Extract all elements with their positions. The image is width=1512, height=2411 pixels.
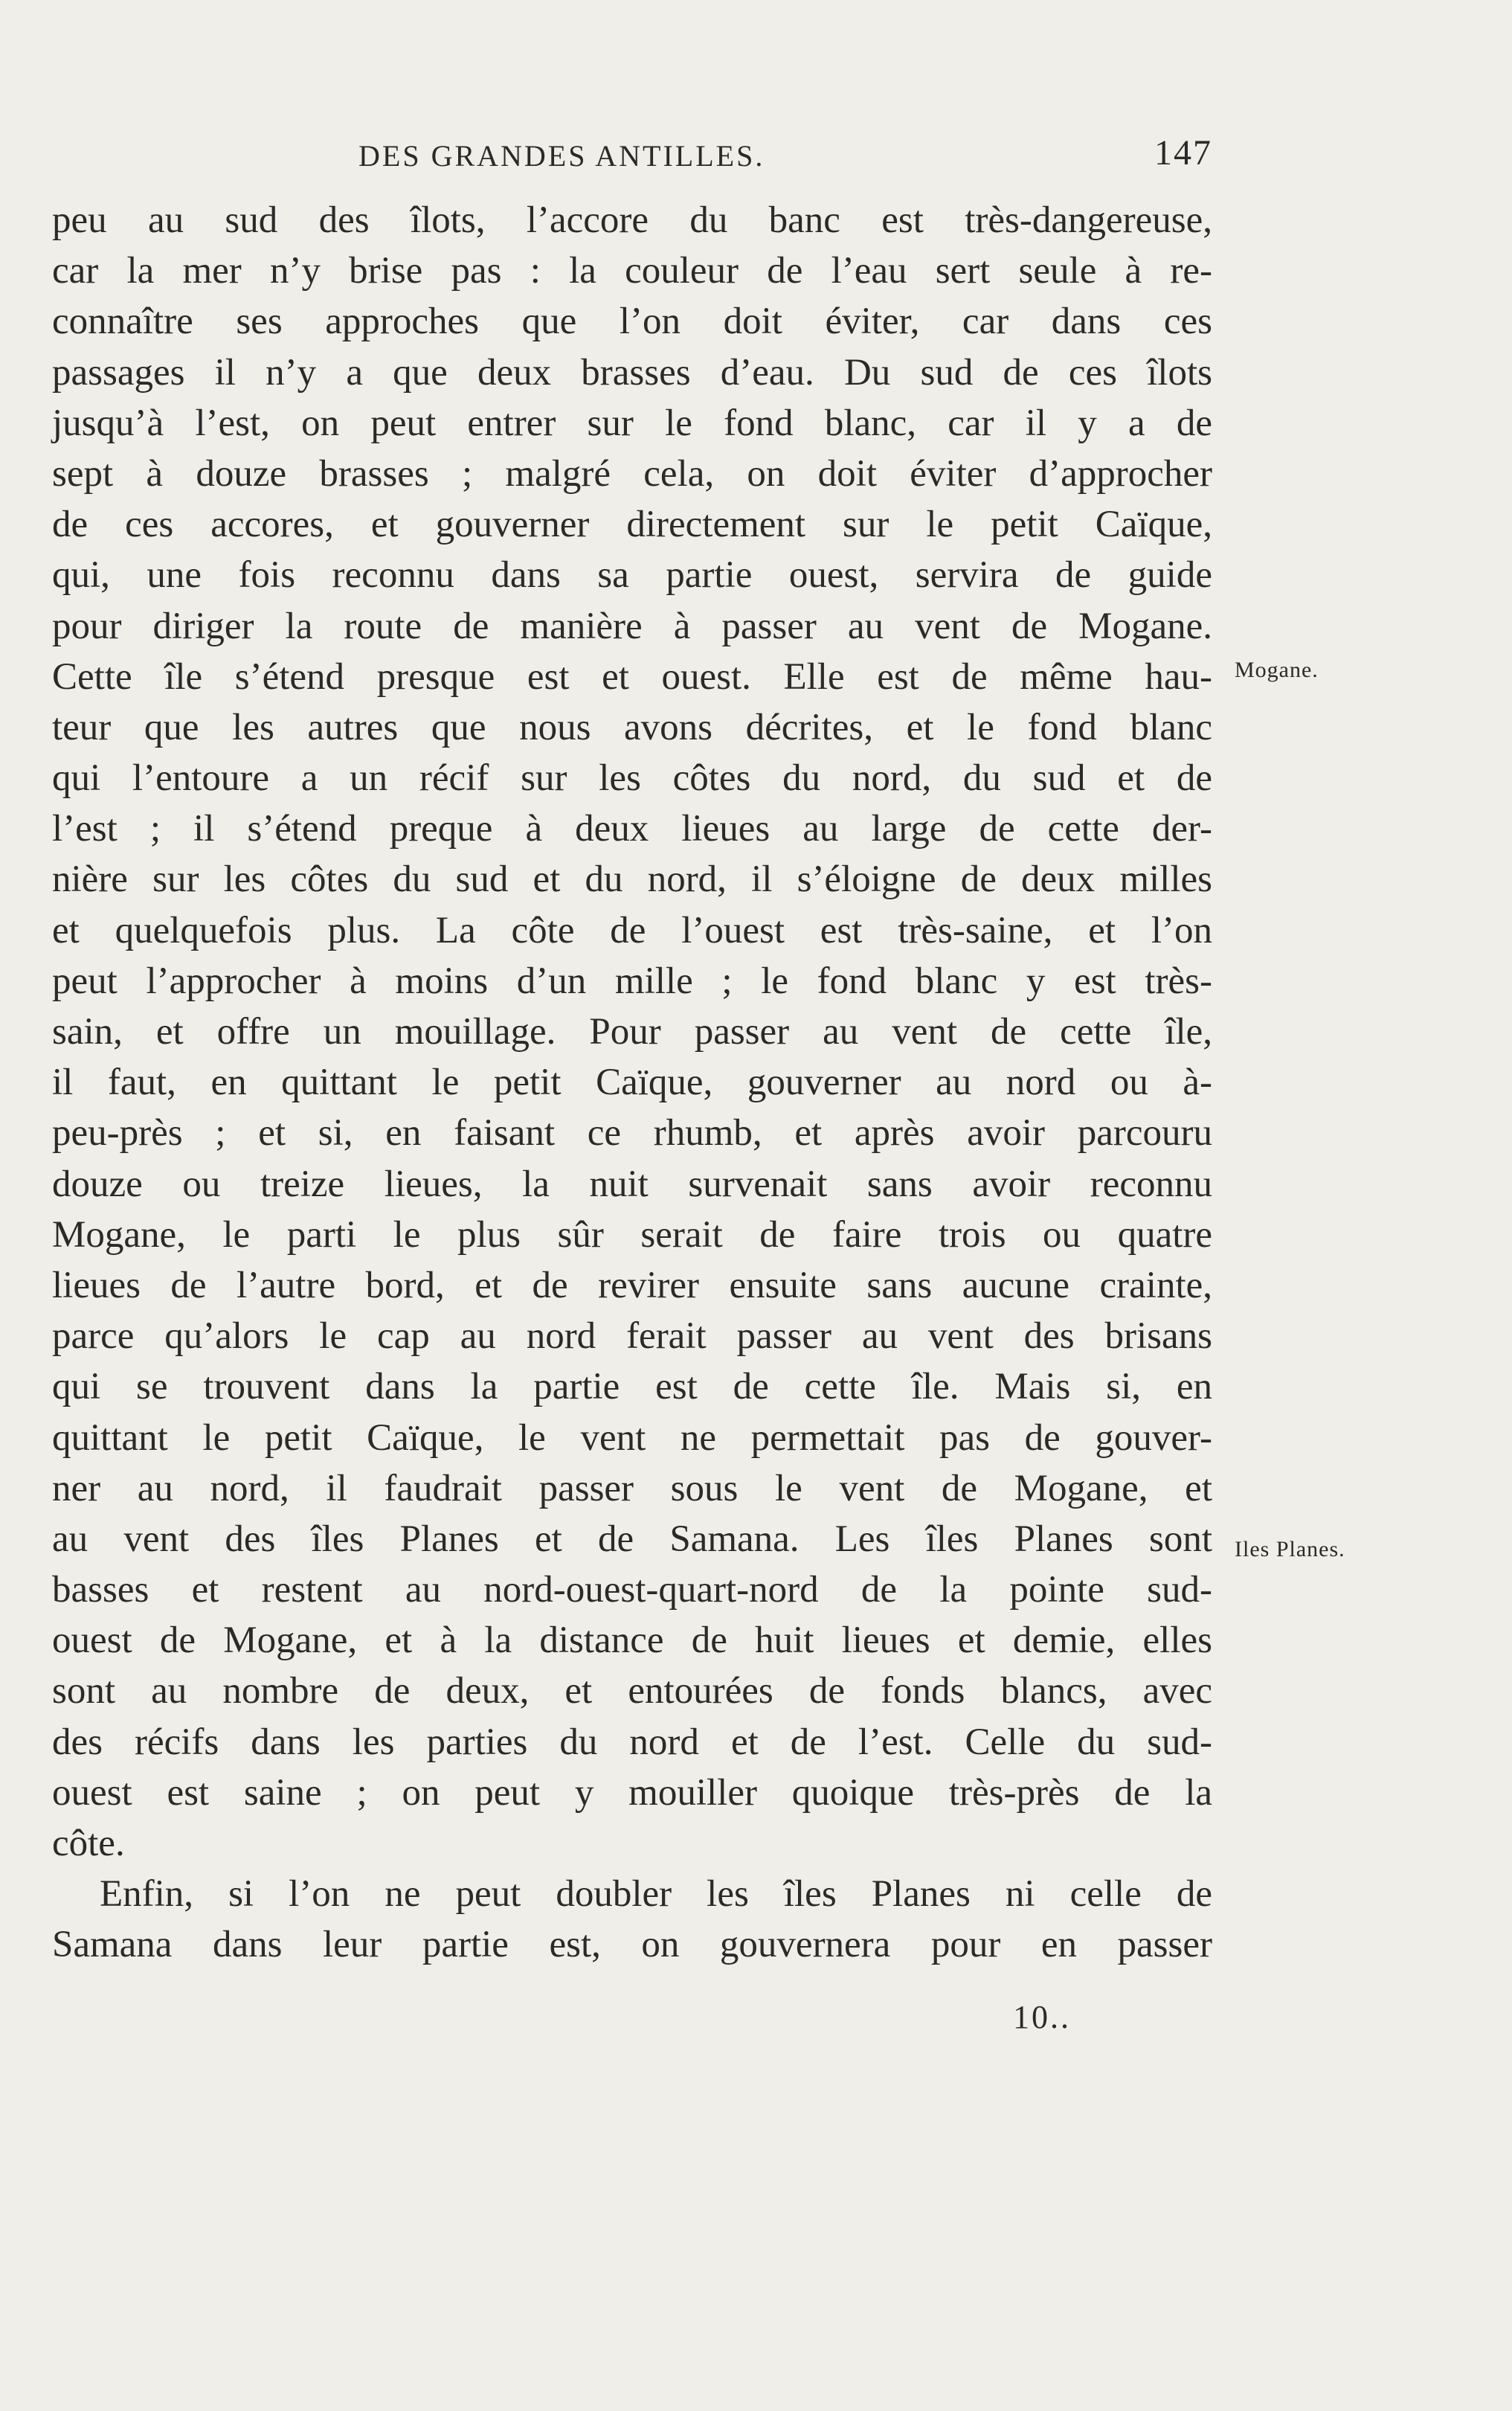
text-line: connaître ses approches que l’on doit éviter, car dans ces [52,301,1212,343]
page-number: 147 [1154,133,1212,173]
text-line: l’est ; il s’étend preque à deux lieues au large de cette der- [52,808,1212,850]
text-line: quittant le petit Caïque, le vent ne permettait pas de gouver- [52,1416,1212,1459]
text-line: et quelquefois plus. La côte de l’ouest est très-saine, et l’on [52,909,1212,951]
text-line: Mogane, le parti le plus sûr serait de faire trois ou quatre [52,1213,1212,1256]
text-line: douze ou treize lieues, la nuit survenait sans avoir reconnu [52,1163,1212,1205]
text-line: qui, une fois reconnu dans sa partie ouest, servira de guide [52,554,1212,597]
running-title: DES GRANDES ANTILLES. [358,139,765,173]
text-line: peu-près ; et si, en faisant ce rhumb, et après avoir parcouru [52,1112,1212,1155]
text-line: qui l’entoure a un récif sur les côtes du nord, du sud et de [52,757,1212,800]
text-line: de ces accores, et gouverner directement sur le petit Caïque, [52,504,1212,546]
margin-note-mogane: Mogane. [1235,658,1319,682]
text-line: peu au sud des îlots, l’accore du banc est très-dangereuse, [52,199,1212,241]
text-line: des récifs dans les parties du nord et de l’est. Celle du sud- [52,1721,1212,1763]
text-line: parce qu’alors le cap au nord ferait passer au vent des brisans [52,1315,1212,1358]
text-line: lieues de l’autre bord, et de revirer ensuite sans aucune crainte, [52,1264,1212,1306]
text-line: qui se trouvent dans la partie est de cette île. Mais si, en [52,1366,1212,1408]
text-line: basses et restent au nord-ouest-quart-nord de la pointe sud- [52,1569,1212,1611]
text-line: sept à douze brasses ; malgré cela, on doit éviter d’approcher [52,452,1212,495]
running-head [52,132,1212,192]
text-line: il faut, en quittant le petit Caïque, gouverner au nord ou à- [52,1062,1212,1104]
text-line: teur que les autres que nous avons décrites, et le fond blanc [52,706,1212,748]
text-line: car la mer n’y brise pas : la couleur de l’eau sert seule à re- [52,250,1212,292]
text-line: au vent des îles Planes et de Samana. Les îles Planes sont [52,1518,1212,1560]
text-line: passages il n’y a que deux brasses d’eau. Du sud de ces îlots [52,351,1212,394]
text-line: peut l’approcher à moins d’un mille ; le fond blanc y est très- [52,960,1212,1002]
text-line: ner au nord, il faudrait passer sous le vent de Mogane, et [52,1467,1212,1509]
text-line: Enfin, si l’on ne peut doubler les îles Planes ni celle de [100,1873,1212,1916]
text-line: côte. [52,1823,125,1864]
text-line: ouest est saine ; on peut y mouiller quoique très-près de la [52,1771,1212,1814]
text-line: Samana dans leur partie est, on gouvernera pour en passer [52,1924,1212,1966]
body-text [52,195,1212,1971]
text-line: nière sur les côtes du sud et du nord, il s’éloigne de deux milles [52,858,1212,901]
text-line: sain, et offre un mouillage. Pour passer au vent de cette île, [52,1011,1212,1053]
text-line: jusqu’à l’est, on peut entrer sur le fond blanc, car il y a de [52,402,1212,444]
text-line: Cette île s’étend presque est et ouest. Elle est de même hau- [52,655,1212,698]
text-line: ouest de Mogane, et à la distance de huit lieues et demie, elles [52,1619,1212,1662]
signature-mark: 10.. [1013,1999,1071,2035]
text-line: pour diriger la route de manière à passer au vent de Mogane. [52,605,1212,647]
text-line: sont au nombre de deux, et entourées de fonds blancs, avec [52,1670,1212,1712]
margin-note-iles-planes: Iles Planes. [1235,1537,1345,1561]
